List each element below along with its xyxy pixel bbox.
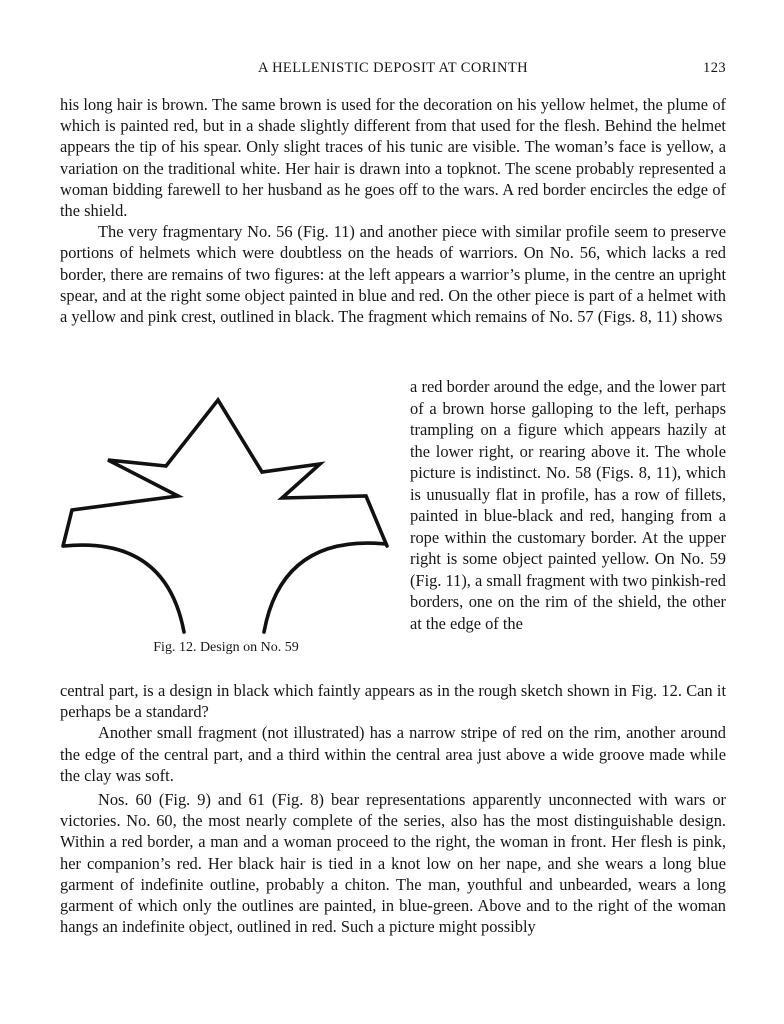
figure-caption: Fig. 12. Design on No. 59	[153, 640, 299, 655]
paragraph-3: Another small fragment (not illustrated) has a narrow stripe of red on the rim, another around the edge of the central part, and a third within the central area just above a wide groove made while the clay was soft.	[60, 723, 726, 785]
running-header	[60, 60, 726, 82]
body-text-top	[60, 94, 726, 327]
body-text-bottom	[60, 680, 726, 937]
paragraph-2-start: The very fragmentary No. 56 (Fig. 11) and another piece with similar profile seem to preserve portions of helmets which were doubtless on the heads of warriors. On No. 56, which lacks a red border, there are remains of two figures: at the left appears a warrior’s plume, in the centre an upright spear, and at the right some object painted in blue and red. On the other piece is part of a helmet with a yellow and pink crest, outlined in black. The fragment which remains of No. 57 (Figs. 8, 11) shows	[60, 222, 726, 327]
paragraph-1: his long hair is brown. The same brown is used for the decoration on his yellow helmet, the plume of which is painted red, but in a shade slightly different from that used for the flesh. Behind the helmet appears the tip of his spear. Only slight traces of his tunic are visible. The woman’s face is yellow, a variation on the traditional white. Her hair is drawn into a topknot. The scene probably represented a woman bidding farewell to her husband as he goes off to the wars. A red border encircles the edge of the shield.	[60, 95, 726, 221]
running-title: A HELLENISTIC DEPOSIT AT CORINTH	[257, 60, 529, 76]
design-upper-outline	[63, 400, 387, 546]
body-text-wrap	[410, 376, 726, 634]
paragraph-4: Nos. 60 (Fig. 9) and 61 (Fig. 8) bear representations apparently unconnected with wars or victories. No. 60, the most nearly complete of the series, also has the most distinguishable design. Within a red border, a man and a woman proceed to the right, the woman in front. Her flesh is pink, her companion’s red. Her black hair is tied in a knot low on her nape, and she wears a long blue garment of indefinite outline, probably a chiton. The man, youthful and unbearded, wears a long garment of which only the outlines are painted, in blue-green. Above and to the right of the woman hangs an indefinite object, outlined in red. Such a picture might possibly	[60, 790, 726, 937]
paragraph-2-end: central part, is a design in black which faintly appears as in the rough sketch shown in Fig. 12. Can it perhaps be a standard?	[60, 681, 726, 722]
standard-design-sketch	[60, 386, 404, 636]
design-right-curve	[264, 543, 386, 632]
paragraph-2-middle: a red border around the edge, and the lower part of a brown horse galloping to the left, perhaps trampling on a figure which appears hazily at the lower right, or rearing above it. The whole picture is indistinct. No. 58 (Figs. 8, 11), which is unusually flat in profile, has a row of fillets, painted in blue-black and red, hanging from a rope within the customary border. At the upper right is some object painted yellow. On No. 59 (Fig. 11), a small fragment with two pinkish-red borders, one on the rim of the shield, the other at the edge of the	[410, 377, 726, 633]
figure-12	[60, 386, 404, 676]
design-left-curve	[64, 545, 184, 632]
page-number: 123	[703, 60, 726, 76]
